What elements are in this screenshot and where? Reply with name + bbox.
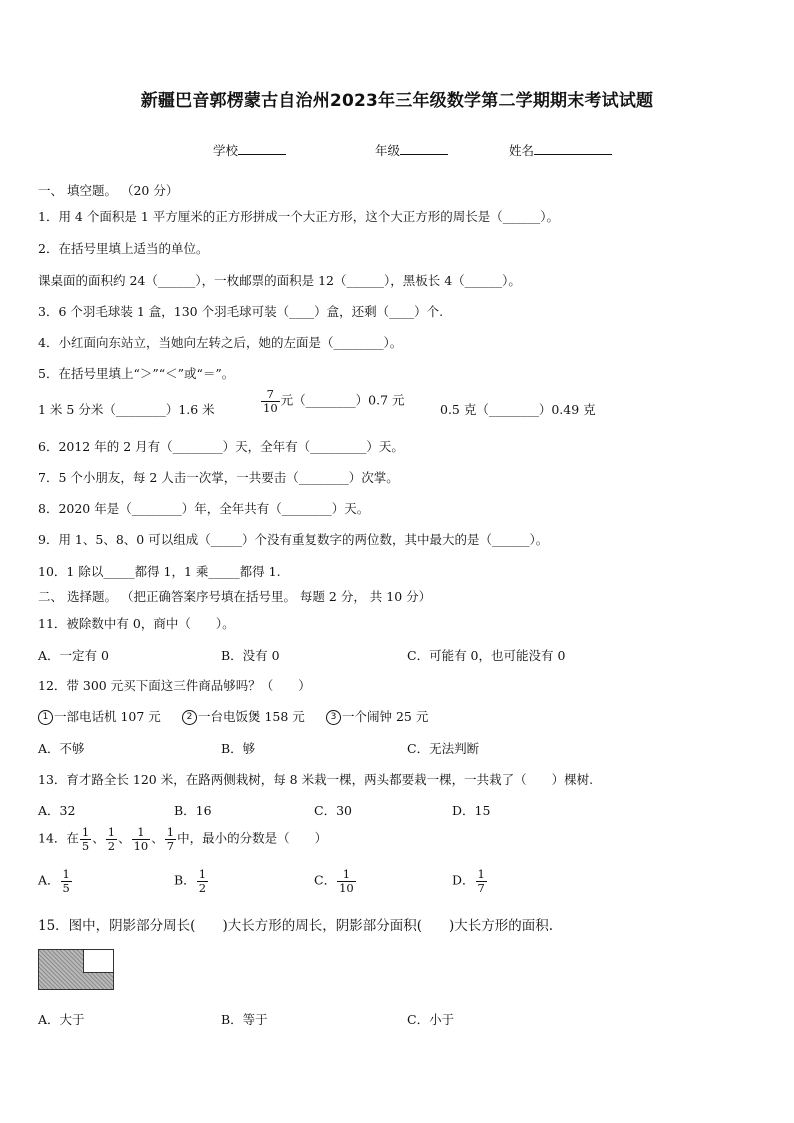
- unshaded-corner: [83, 949, 114, 973]
- fraction: $\frac{1}{10}$: [339, 867, 354, 895]
- question-5-part-b: [260, 388, 405, 414]
- question-12: 12．带 300 元买下面这三件商品够吗？（ ）: [38, 678, 311, 693]
- question-4: 4．小红面向东站立，当她向左转之后，她的左面是（________）。: [38, 335, 403, 350]
- shaded-rectangle-figure: [38, 949, 114, 990]
- question-10: 10．1 除以_____都得 1，1 乘_____都得 1.: [38, 564, 281, 579]
- name-blank[interactable]: [534, 142, 612, 155]
- fraction: $\frac{1}{2}$: [198, 867, 207, 895]
- school-field[interactable]: [213, 141, 286, 159]
- school-blank[interactable]: [238, 142, 286, 155]
- question-12-item-3: 3 一个闹钟 25 元: [326, 707, 428, 725]
- question-13-option-d[interactable]: D．15: [452, 803, 491, 818]
- name-label: 姓名: [509, 143, 535, 158]
- question-5: 5．在括号里填上“＞”“＜”或“＝”。: [38, 366, 235, 381]
- grade-label: 年级: [375, 143, 401, 158]
- fraction: $\frac{1}{7}$: [477, 867, 485, 895]
- question-11-option-b[interactable]: B．没有 0: [221, 648, 280, 663]
- fraction: $\frac{1}{10}$: [133, 825, 149, 853]
- question-14-option-a[interactable]: A． $\frac{1}{5}$: [38, 867, 70, 895]
- section-choice: 二、 选择题。 （把正确答案序号填在括号里。 每题 2 分， 共 10 分）: [38, 589, 432, 604]
- question-15-option-a[interactable]: A．大于: [38, 1012, 85, 1027]
- fraction: $\frac{1}{7}$: [166, 825, 175, 853]
- question-5-part-b-text: 元（________）0.7 元: [280, 392, 405, 408]
- circled-number: 3: [326, 710, 341, 725]
- question-12-option-b[interactable]: B．够: [221, 741, 256, 756]
- question-11: 11．被除数中有 0，商中（ ）。: [38, 616, 235, 631]
- fraction: $\frac{1}{2}$: [107, 825, 116, 853]
- question-14-option-b[interactable]: B． $\frac{1}{2}$: [174, 867, 207, 895]
- circled-number: 1: [38, 710, 53, 725]
- question-12-item-1: 1 一部电话机 107 元: [38, 707, 161, 725]
- question-9: 9．用 1、5、8、0 可以组成（_____）个没有重复数字的两位数，其中最大的是（______）。: [38, 532, 549, 547]
- grade-blank[interactable]: [400, 142, 448, 155]
- question-12-option-c[interactable]: C．无法判断: [407, 741, 480, 756]
- fraction: $\frac{1}{5}$: [81, 825, 90, 853]
- question-15: 15．图中，阴影部分周长( )大长方形的周长，阴影部分面积( )大长方形的面积.: [38, 918, 554, 934]
- question-11-option-c[interactable]: C．可能有 0，也可能没有 0: [407, 648, 566, 663]
- question-6: 6．2012 年的 2 月有（________）天，全年有（_________）天。: [38, 439, 404, 454]
- question-5-part-c: 0.5 克（________）0.49 克: [440, 402, 596, 417]
- question-8: 8．2020 年是（________）年，全年共有（________）天。: [38, 501, 370, 516]
- section-fill-blank: 一、 填空题。 （20 分）: [38, 183, 179, 198]
- question-11-option-a[interactable]: A．一定有 0: [38, 648, 109, 663]
- grade-field[interactable]: [375, 141, 448, 159]
- question-7: 7．5 个小朋友，每 2 人击一次掌，一共要击（________）次掌。: [38, 470, 399, 485]
- question-14: 14．在 $\frac{1}{5}$ 、 $\frac{1}{2}$ 、 $\frac{1}{10}$ 、 $\frac{1}{7}$ 中，最小的分数是（ ）: [38, 825, 328, 853]
- question-1: 1．用 4 个面积是 1 平方厘米的正方形拼成一个大正方形，这个大正方形的周长是（______）。: [38, 209, 560, 224]
- question-15-option-b[interactable]: B．等于: [221, 1012, 268, 1027]
- fraction: $\frac{1}{5}$: [62, 867, 70, 895]
- circled-number: 2: [182, 710, 197, 725]
- question-13-option-b[interactable]: B．16: [174, 803, 212, 818]
- question-13-option-c[interactable]: C．30: [314, 803, 352, 818]
- fraction: $\frac{7}{10}$: [263, 387, 278, 415]
- page-title: 新疆巴音郭楞蒙古自治州2023年三年级数学第二学期期末考试试题: [140, 91, 654, 111]
- question-14-option-c[interactable]: C． $\frac{1}{10}$: [314, 867, 354, 895]
- question-13: 13．育才路全长 120 米，在路两侧栽树，每 8 米栽一棵，两头都要栽一棵，一共栽了（ ）棵树.: [38, 772, 594, 787]
- question-5-part-a: 1 米 5 分米（________）1.6 米: [38, 402, 215, 417]
- question-3: 3．6 个羽毛球装 1 盒，130 个羽毛球可装（____）盒，还剩（____）个.: [38, 304, 444, 319]
- name-field[interactable]: [509, 141, 612, 159]
- school-label: 学校: [213, 143, 239, 158]
- question-12-option-a[interactable]: A．不够: [38, 741, 85, 756]
- question-15-option-c[interactable]: C．小于: [407, 1012, 455, 1027]
- question-12-item-2: 2 一台电饭煲 158 元: [182, 707, 305, 725]
- question-2: 2．在括号里填上适当的单位。: [38, 241, 209, 256]
- question-14-option-d[interactable]: D． $\frac{1}{7}$: [452, 867, 485, 895]
- question-13-option-a[interactable]: A．32: [38, 803, 76, 818]
- question-2-line: 课桌面的面积约 24（______），一枚邮票的面积是 12（______），黑板长 4（______）。: [38, 273, 521, 288]
